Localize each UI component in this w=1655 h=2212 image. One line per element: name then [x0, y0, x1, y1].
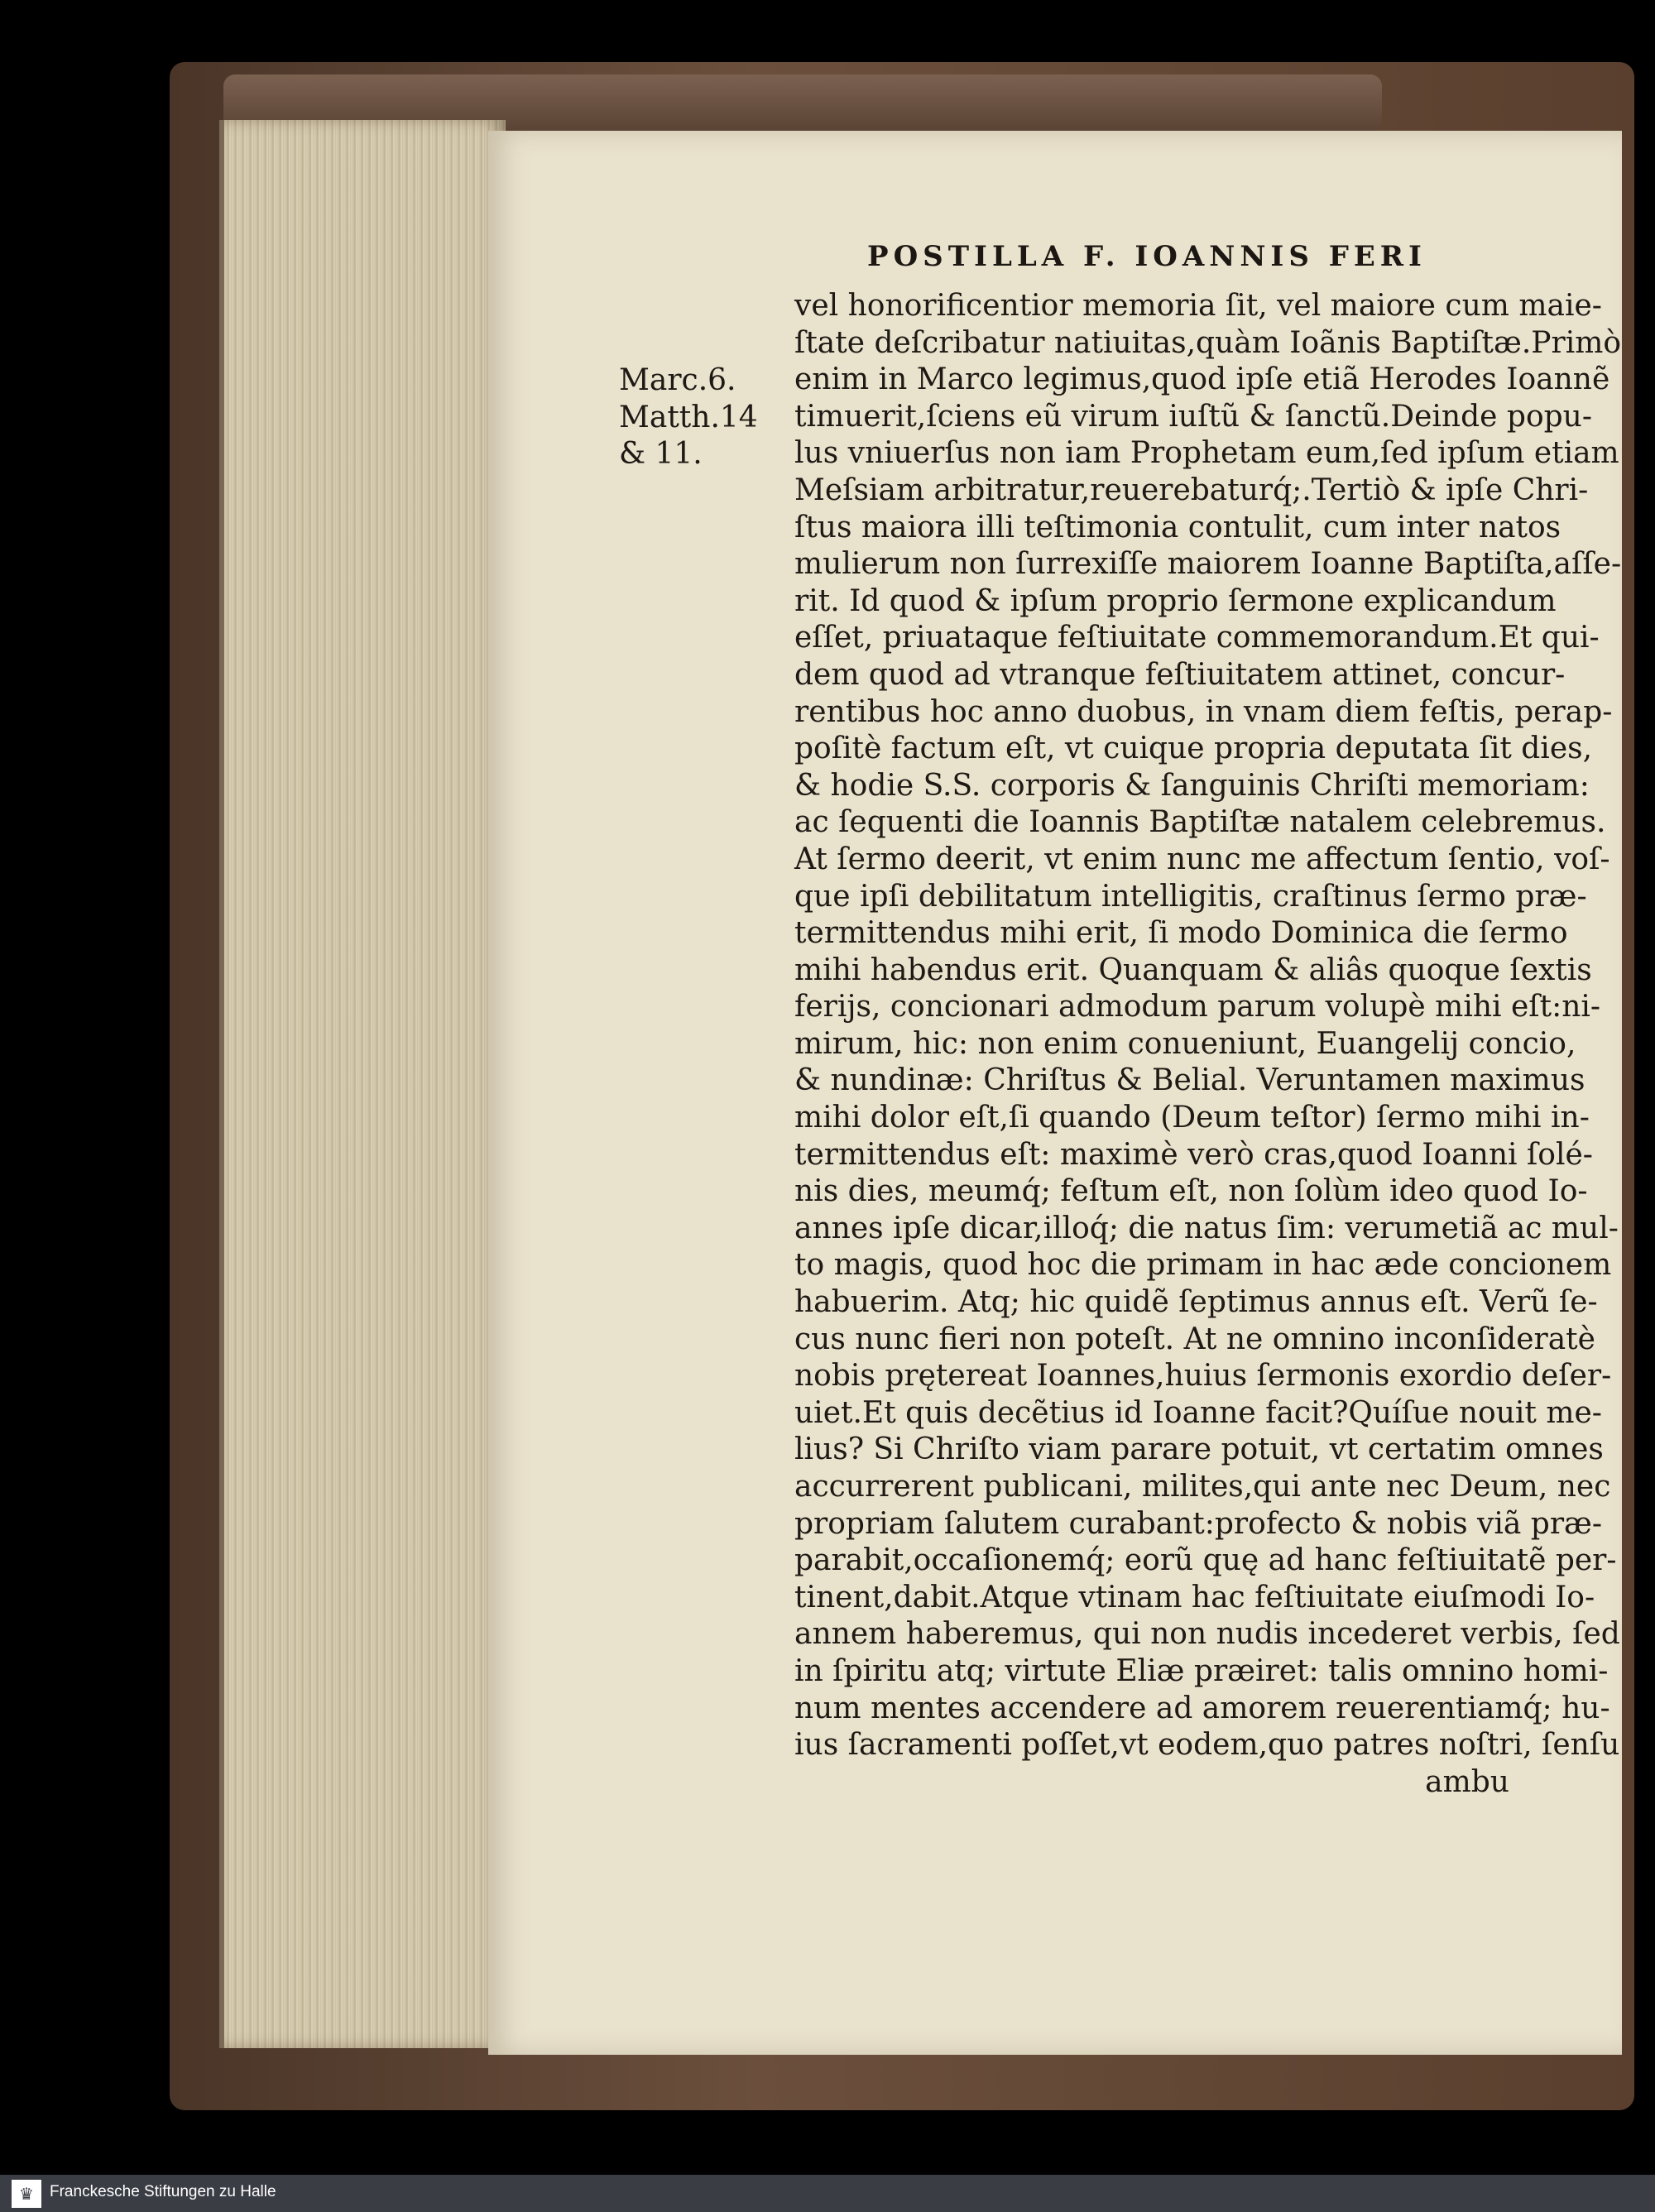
text-line: enim in Marco legimus,quod ipſe etiã Herodes Ioannẽ — [794, 362, 1610, 397]
text-line: ius ſacramenti poſſet,vt eodem,quo patres noſtri, ſenſu — [794, 1728, 1620, 1763]
text-line: At ſermo deerit, vt enim nunc me affectum ſentio, voſ- — [794, 842, 1610, 876]
text-line: mihi dolor eſt,ſi quando (Deum teſtor) ſermo mihi in- — [794, 1101, 1590, 1135]
text-line: propriam ſalutem curabant:profecto & nobis viã præ- — [794, 1506, 1603, 1541]
catchword: ambu — [1425, 1764, 1509, 1799]
text-line: timuerit,ſciens eũ virum iuſtũ & ſanctũ.Deinde popu- — [794, 399, 1593, 434]
institution-name: Franckesche Stiftungen zu Halle — [50, 2183, 276, 2200]
text-line: num mentes accendere ad amorem reuerentiamq́; hu- — [794, 1691, 1610, 1725]
text-line: dem quod ad vtranque feſtiuitatem attinet, concur- — [794, 657, 1566, 692]
body-text — [794, 288, 1622, 1801]
text-line: parabit,occaſionemq́; eorũ quę ad hanc feſtiuitatẽ per- — [794, 1543, 1617, 1578]
text-line: ſtate deſcribatur natiuitas,quàm Ioãnis Baptiſtæ.Primò — [794, 325, 1622, 360]
text-line: rit. Id quod & ipſum proprio ſermone explicandum — [794, 583, 1557, 618]
text-line: Meſsiam arbitratur,reuerebaturq́;.Tertiò & ipſe Chri- — [794, 473, 1589, 507]
text-line: uiet.Et quis decẽtius id Ioanne facit?Quíſue nouit me- — [794, 1395, 1602, 1430]
text-line: lus vniuerſus non iam Prophetam eum,ſed ipſum etiam — [794, 436, 1619, 471]
margin-notes — [619, 362, 776, 473]
running-title: POSTILLA F. IOANNIS FERI — [867, 240, 1427, 273]
text-line: eſſet, priuataque feſtiuitate commemorandum.Et qui- — [794, 621, 1600, 655]
text-line: ſtus maiora illi teſtimonia contulit, cum inter natos — [794, 510, 1561, 545]
library-logo-icon: ♛ — [12, 2180, 41, 2208]
margin-note: & 11. — [619, 437, 703, 472]
text-line: cus nunc fieri non poteſt. At ne omnino inconſideratè — [794, 1322, 1595, 1356]
text-line: in ſpiritu atq; virtute Eliæ præiret: talis omnino homi- — [794, 1653, 1609, 1688]
text-line: habuerim. Atq; hic quidẽ ſeptimus annus eſt. Verũ ſe- — [794, 1285, 1598, 1320]
text-line: termittendus mihi erit, ſi modo Dominica die ſermo — [794, 916, 1568, 951]
text-line: poſitè factum eſt, vt cuique propria deputata ſit dies, — [794, 732, 1593, 766]
text-line: annes ipſe dicar,illoq́; die natus ſim: verumetiã ac mul- — [794, 1211, 1619, 1245]
text-line: lius? Si Chriſto viam parare potuit, vt certatim omnes — [794, 1432, 1604, 1467]
margin-note: Marc.6. — [619, 363, 736, 397]
footer-bar — [0, 2175, 1655, 2212]
text-line: tinent,dabit.Atque vtinam hac feſtiuitate eiuſmodi Io- — [794, 1580, 1595, 1615]
text-line: mihi habendus erit. Quanquam & aliâs quoque ſextis — [794, 952, 1592, 987]
text-line: rentibus hoc anno duobus, in vnam diem feſtis, perap- — [794, 694, 1613, 729]
text-line: annem haberemus, qui non nudis incederet verbis, ſed — [794, 1617, 1620, 1652]
text-line: & nundinæ: Chriſtus & Belial. Veruntamen maximus — [794, 1063, 1585, 1098]
text-line: & hodie S.S. corporis & ſanguinis Chriſti memoriam: — [794, 768, 1590, 803]
text-line: to magis, quod hoc die primam in hac æde concionem — [794, 1248, 1612, 1283]
text-line: nobis prętereat Ioannes,huius ſermonis exordio deſer- — [794, 1359, 1612, 1394]
text-line: que ipſi debilitatum intelligitis, craſtinus ſermo præ- — [794, 879, 1587, 914]
text-line: nis dies, meumq́; feſtum eſt, non ſolùm ideo quod Io- — [794, 1174, 1588, 1209]
text-line: mulierum non ſurrexiſſe maiorem Ioanne Baptiſta,aſſe- — [794, 547, 1622, 582]
text-line: vel honorificentior memoria ſit, vel maiore cum maie- — [794, 289, 1602, 323]
text-line: mirum, hic: non enim conueniunt, Euangelij concio, — [794, 1026, 1576, 1061]
page-block-edge — [219, 120, 506, 2048]
text-line: termittendus eſt: maximè verò cras,quod Ioanni ſolé- — [794, 1137, 1593, 1172]
text-line: ac ſequenti die Ioannis Baptiſtæ natalem celebremus. — [794, 805, 1606, 840]
text-line: accurrerent publicani, milites,qui ante nec Deum, nec — [794, 1470, 1611, 1504]
text-line: ferijs, concionari admodum parum volupè mihi eſt:ni- — [794, 990, 1601, 1024]
margin-note: Matth.14 — [619, 400, 758, 434]
